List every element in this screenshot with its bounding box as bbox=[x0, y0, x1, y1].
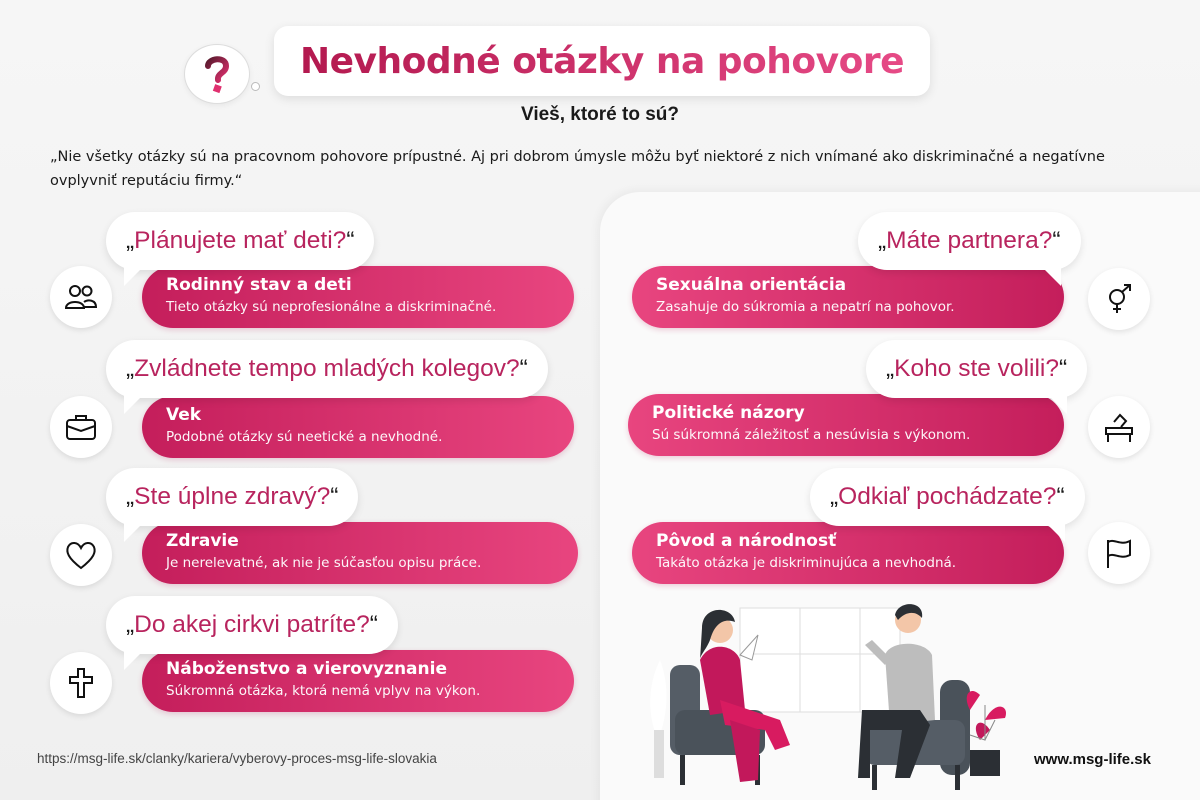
question-bubble: „ Plánujete mať deti? “ bbox=[106, 212, 374, 270]
ballot-box-icon bbox=[1088, 396, 1150, 458]
question-bubble: „ Koho ste volili? “ bbox=[866, 340, 1087, 398]
question-bubble: „ Máte partnera? “ bbox=[858, 212, 1081, 270]
topic-description: Sú súkromná záležitosť a nesúvisia s výkonom. bbox=[652, 427, 971, 443]
heart-icon bbox=[50, 524, 112, 586]
question-text: Do akej cirkvi patríte? bbox=[134, 611, 370, 638]
topic-description: Je nerelevatné, ak nie je súčasťou opisu práce. bbox=[166, 555, 482, 571]
topic-description: Zasahuje do súkromia a nepatrí na pohovor. bbox=[656, 299, 955, 315]
title-box bbox=[274, 26, 930, 96]
topic-card-orientation bbox=[632, 266, 1064, 328]
topic-description: Tieto otázky sú neprofesionálne a diskriminačné. bbox=[166, 299, 497, 315]
topic-card-politics bbox=[628, 394, 1064, 456]
question-mark-icon bbox=[184, 44, 250, 104]
question-bubble: „ Zvládnete tempo mladých kolegov? “ bbox=[106, 340, 548, 398]
question-bubble: „ Odkiaľ pochádzate? “ bbox=[810, 468, 1085, 526]
topic-title: Pôvod a národnosť bbox=[656, 531, 837, 551]
topic-card-family bbox=[142, 266, 574, 328]
topic-description: Takáto otázka je diskriminujúca a nevhodná. bbox=[656, 555, 957, 571]
people-icon bbox=[50, 266, 112, 328]
question-text: Zvládnete tempo mladých kolegov? bbox=[134, 355, 520, 382]
topic-card-religion bbox=[142, 650, 574, 712]
topic-card-health bbox=[142, 522, 578, 584]
interview-illustration bbox=[640, 600, 1020, 790]
topic-description: Súkromná otázka, ktorá nemá vplyv na výkon. bbox=[166, 683, 481, 699]
briefcase-icon bbox=[50, 396, 112, 458]
thought-dot bbox=[251, 82, 260, 91]
website-link[interactable]: www.msg-life.sk bbox=[1034, 751, 1151, 768]
topic-title: Politické názory bbox=[652, 403, 805, 423]
topic-title: Vek bbox=[166, 405, 202, 425]
question-text: Máte partnera? bbox=[886, 227, 1053, 254]
topic-title: Zdravie bbox=[166, 531, 239, 551]
topic-card-origin bbox=[632, 522, 1064, 584]
question-text: Odkiaľ pochádzate? bbox=[838, 483, 1057, 510]
page-title: Nevhodné otázky na pohovore bbox=[299, 40, 905, 82]
topic-title: Sexuálna orientácia bbox=[656, 275, 847, 295]
topic-card-age bbox=[142, 396, 574, 458]
article-url-link[interactable]: https://msg-life.sk/clanky/kariera/vyberovy-proces-msg-life-slovakia bbox=[37, 751, 437, 766]
intro-text: „Nie všetky otázky sú na pracovnom pohovore prípustné. Aj pri dobrom úmysle môžu byť niektoré z nich vnímané ako diskriminačné a negatívne ovplyvniť reputáciu firmy.“ bbox=[50, 149, 1105, 189]
question-text: Koho ste volili? bbox=[894, 355, 1059, 382]
topic-title: Náboženstvo a vierovyznanie bbox=[166, 659, 447, 679]
question-bubble: „ Ste úplne zdravý? “ bbox=[106, 468, 358, 526]
question-text: Plánujete mať deti? bbox=[134, 227, 347, 254]
flag-icon bbox=[1088, 522, 1150, 584]
cross-icon bbox=[50, 652, 112, 714]
topic-description: Podobné otázky sú neetické a nevhodné. bbox=[166, 429, 443, 445]
question-bubble: „ Do akej cirkvi patríte? “ bbox=[106, 596, 398, 654]
page-subtitle: Vieš, ktoré to sú? bbox=[520, 104, 680, 125]
gender-symbol-icon bbox=[1088, 268, 1150, 330]
question-text: Ste úplne zdravý? bbox=[134, 483, 331, 510]
topic-title: Rodinný stav a deti bbox=[166, 275, 352, 295]
